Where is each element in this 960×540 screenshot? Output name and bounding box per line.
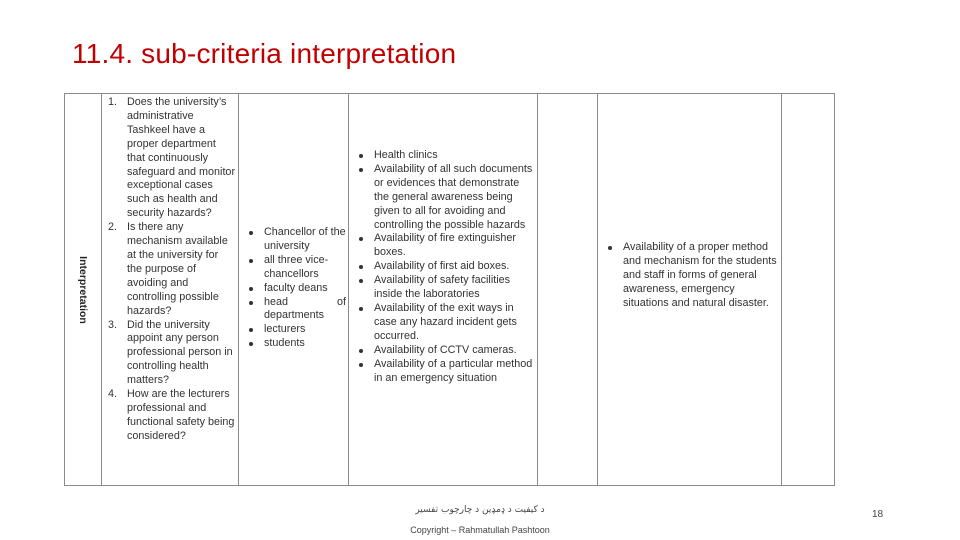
empty-cell: [538, 94, 598, 485]
list-item: Availability of first aid boxes.: [353, 260, 535, 274]
evidence-cell: [349, 94, 538, 485]
footer-title: د کیفیت د ډمډین د چارچوب تفسیر: [415, 505, 545, 515]
list-item: Availability of all such documents or evidences that demonstrate the general awareness being given to all for avoiding and controlling the possible hazards: [353, 163, 535, 233]
criteria-table: [64, 93, 835, 486]
list-item: Availability of CCTV cameras.: [353, 344, 535, 358]
list-item: faculty deans: [243, 282, 346, 296]
list-item: Availability of a proper method and mechanism for the students and staff in forms of general awareness, emergency situations and natural disaster.: [602, 241, 778, 311]
question-item: 3. Did the university appoint any person professional person in controlling health matters?: [108, 318, 233, 387]
list-item: lecturers: [243, 323, 346, 337]
evidence-list: [353, 149, 535, 385]
method-list: [602, 241, 778, 311]
method-cell: [598, 94, 782, 485]
empty-cell: [782, 94, 836, 485]
footer-copyright: Copyright – Rahmatullah Pashtoon: [410, 525, 550, 535]
row-label: Interpretation: [77, 256, 89, 324]
slide-title: 11.4. sub-criteria interpretation: [72, 38, 457, 69]
list-item: Availability of safety facilities inside the laboratories: [353, 274, 535, 302]
list-item: all three vice-chancellors: [243, 254, 346, 282]
question-list: [108, 96, 236, 444]
list-item: head of departments: [243, 296, 346, 324]
page-number: 18: [872, 509, 884, 520]
responsible-cell: [239, 94, 349, 485]
row-label-cell: [65, 94, 102, 485]
list-item: Availability of a particular method in an emergency situation: [353, 358, 535, 386]
list-item: Health clinics: [353, 149, 535, 163]
question-item: 2. Is there any mechanism available at the university for the purpose of avoiding and controlling possible hazards?: [108, 221, 228, 317]
list-item: Availability of the exit ways in case any hazard incident gets occurred.: [353, 302, 535, 344]
question-item: 1. Does the university’s administrative Tashkeel have a proper department that continuously safeguard and monitor exceptional cases such as health and security hazards?: [108, 96, 236, 220]
question-item: 4. How are the lecturers professional and functional safety being considered?: [108, 388, 235, 442]
responsible-list: [243, 226, 346, 351]
list-item: students: [243, 337, 346, 351]
list-item: Availability of fire extinguisher boxes.: [353, 232, 535, 260]
list-item: Chancellor of the university: [243, 226, 346, 254]
questions-cell: [102, 94, 239, 485]
